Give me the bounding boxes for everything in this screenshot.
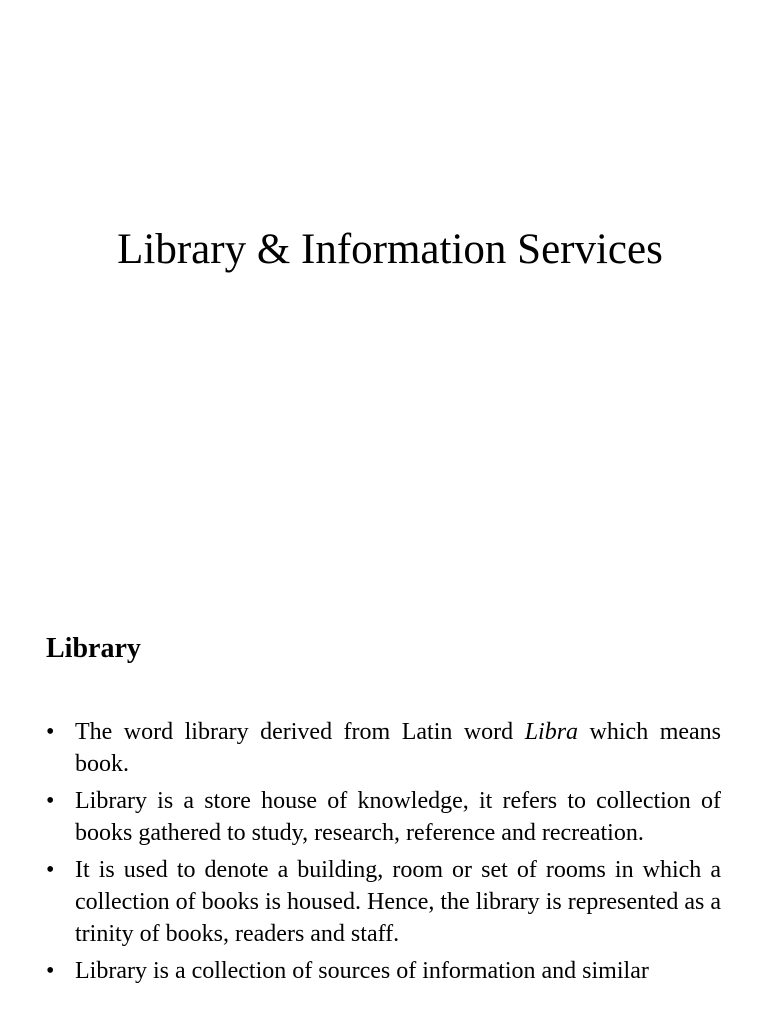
bullet-icon: • <box>46 857 55 883</box>
bullet-item <box>46 785 721 849</box>
bullet-item <box>46 854 721 950</box>
section-heading: Library <box>46 633 141 664</box>
slide-title: Library & Information Services <box>117 226 663 273</box>
bullet-item <box>46 955 721 987</box>
bullet-icon: • <box>46 958 55 984</box>
bullet-text: The word library derived from Latin word Libra which means book. <box>75 719 722 777</box>
bullet-list <box>46 716 722 992</box>
bullet-icon: • <box>46 788 55 814</box>
bullet-text: Library is a store house of knowledge, it refers to collection of books gathered to study, research, reference and recreation. <box>75 788 721 846</box>
latin-word: Libra <box>524 719 579 745</box>
bullet-item <box>46 716 722 780</box>
bullet-text: It is used to denote a building, room or set of rooms in which a collection of books is housed. Hence, the library is represented as a trinity of books, readers and staff. <box>75 857 721 947</box>
bullet-icon: • <box>46 719 55 745</box>
bullet-text: Library is a collection of sources of information and similar <box>75 958 649 984</box>
